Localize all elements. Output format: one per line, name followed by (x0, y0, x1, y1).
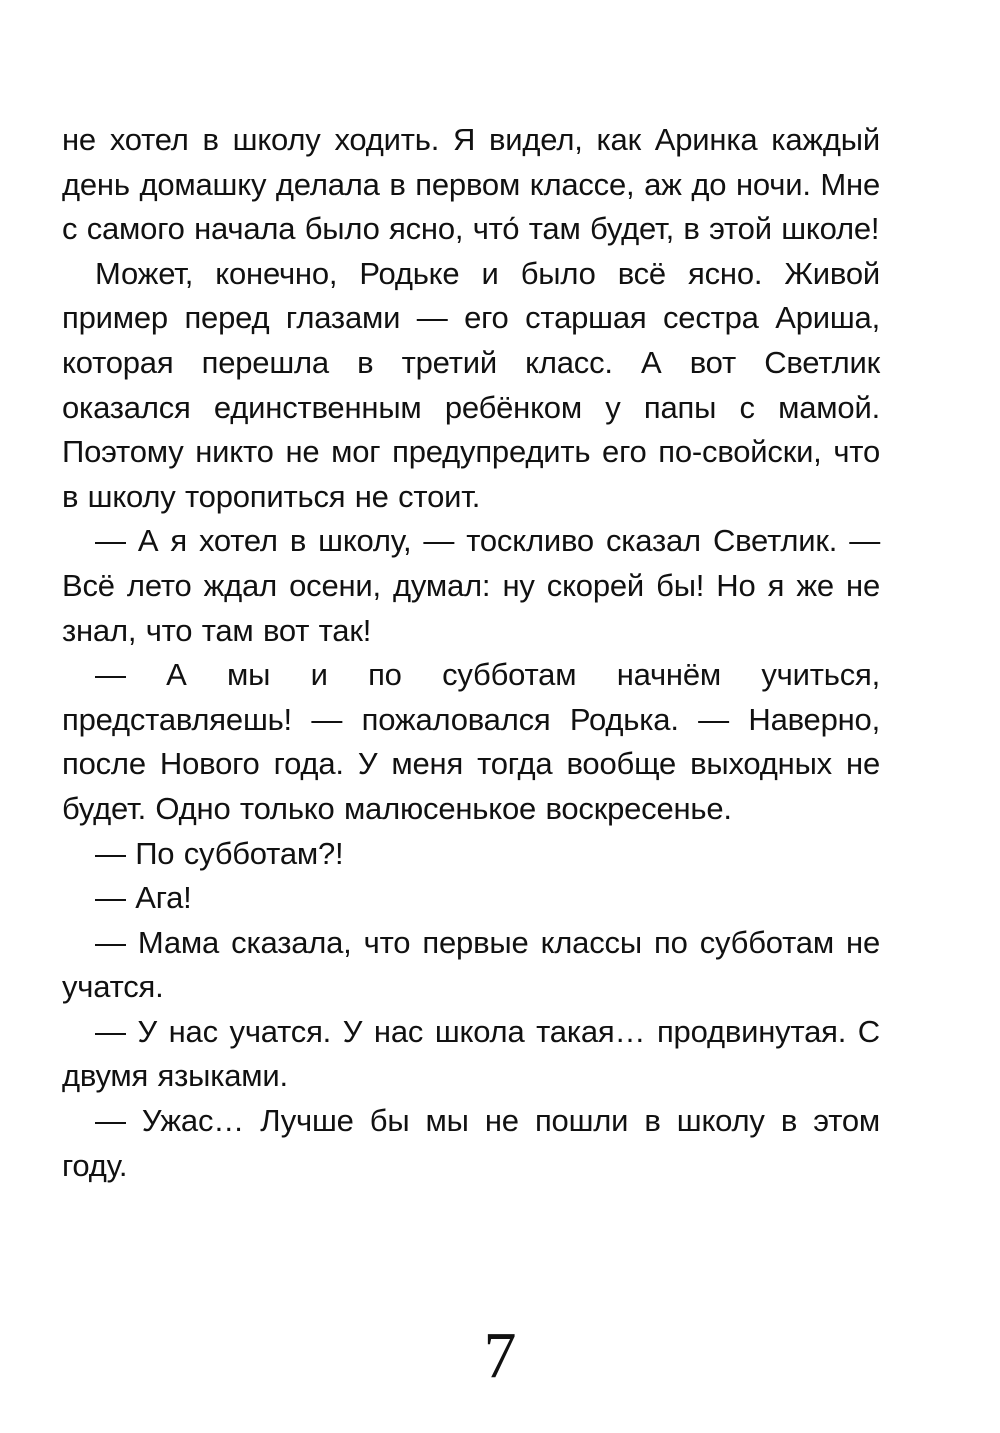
dialogue-line-7: — Ужас… Лучше бы мы не пошли в школу в этом году. (62, 1103, 880, 1183)
paragraph-1: не хотел в школу ходить. Я видел, как Аринка каждый день домашку делала в первом классе, аж до ночи. Мне с самого начала было ясно, что́ там будет, в этой школе! (62, 122, 880, 247)
dialogue-line-6: — У нас учатся. У нас школа такая… продвинутая. С двумя языками. (62, 1013, 880, 1094)
body-text (62, 118, 880, 1188)
dialogue-line-4: — Ага! (95, 880, 192, 916)
paragraph-2: Может, конечно, Родьке и было всё ясно. Живой пример перед глазами — его старшая сестра Ариша, которая перешла в третий класс. А вот Светлик оказался единственным ребёнком у папы с мамой. Поэтому никто не мог предупредить его по-свойски, что в школу торопиться не стоит. (62, 255, 880, 514)
dialogue-line-1: — А я хотел в школу, — тоскливо сказал Светлик. — Всё лето ждал осени, думал: ну скорей бы! Но я же не знал, что там вот так! (62, 523, 880, 648)
dialogue-line-5: — Мама сказала, что первые классы по субботам не учатся. (62, 924, 880, 1005)
page-number: 7 (483, 1319, 517, 1392)
dialogue-line-3: — По субботам?! (95, 835, 344, 871)
dialogue-line-2: — А мы и по субботам начнём учиться, представляешь! — пожаловался Родька. — Наверно, после Нового года. У меня тогда вообще выходных не будет. Одно только малюсенькое воскресенье. (62, 657, 880, 826)
